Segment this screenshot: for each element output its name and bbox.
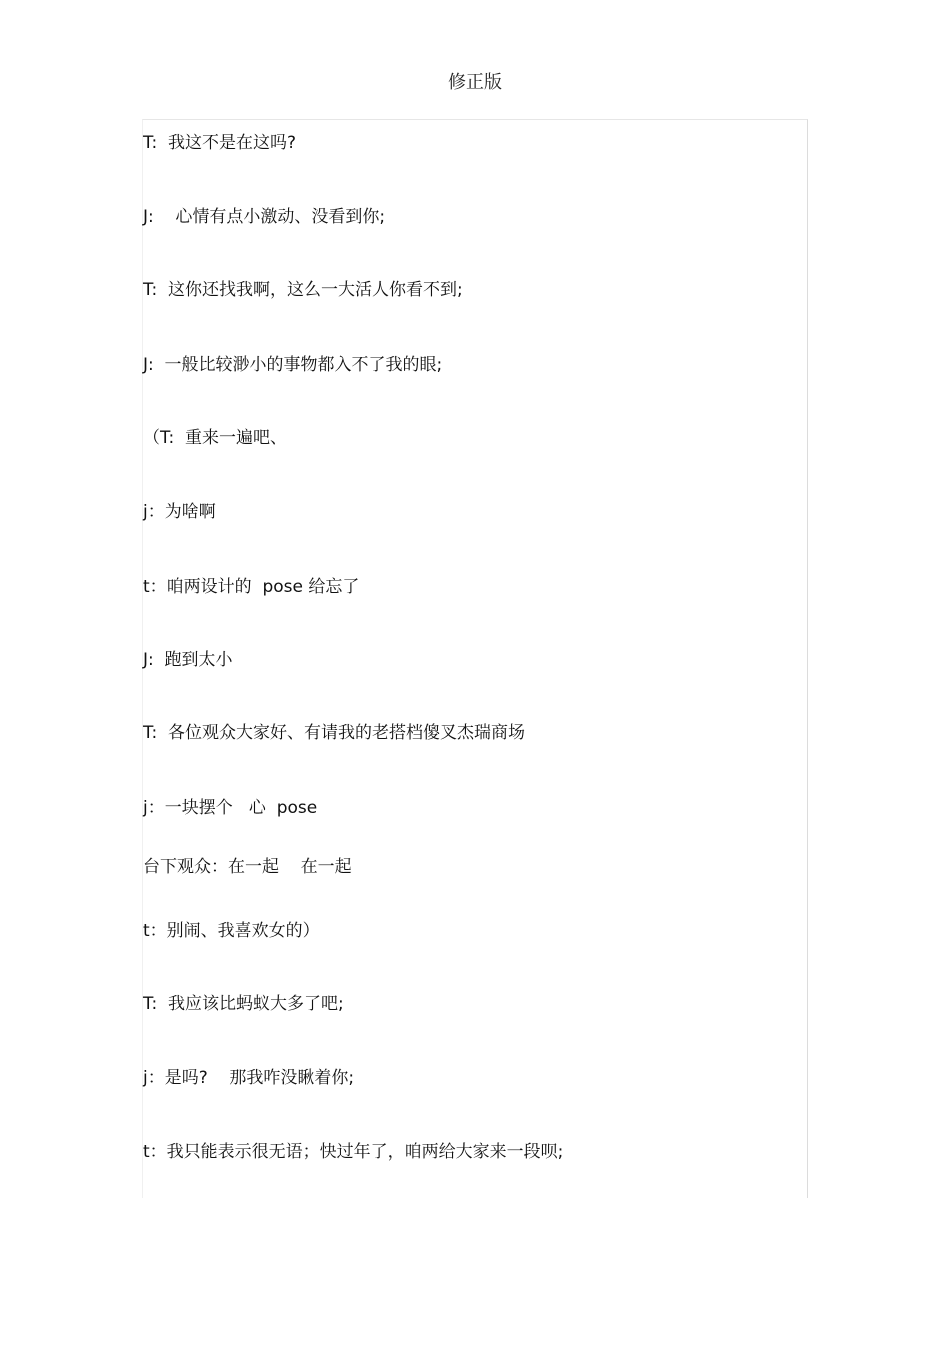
dialogue-line: j：为啥啊 — [143, 502, 216, 522]
dialogue-line: 台下观众：在一起 在一起 — [143, 857, 352, 877]
dialogue-line: T: 我应该比蚂蚁大多了吧; — [143, 994, 344, 1014]
dialogue-line: T: 这你还找我啊，这么一大活人你看不到; — [143, 280, 463, 300]
dialogue-line: J: 跑到太小 — [143, 650, 233, 670]
dialogue-line: T: 我这不是在这吗? — [143, 133, 297, 153]
dialogue-line: t：我只能表示很无语；快过年了，咱两给大家来一段呗; — [143, 1142, 564, 1162]
dialogue-line: j：是吗? 那我咋没瞅着你; — [143, 1068, 355, 1088]
page-title: 修正版 — [448, 72, 502, 93]
dialogue-line: T: 各位观众大家好、有请我的老搭档傻叉杰瑞商场 — [143, 723, 526, 743]
dialogue-line: J: 一般比较渺小的事物都入不了我的眼; — [143, 355, 443, 375]
dialogue-line: （T: 重来一遍吧、 — [143, 428, 288, 448]
dialogue-line: t：咱两设计的 pose 给忘了 — [143, 577, 360, 597]
dialogue-line: J: 心情有点小激动、没看到你; — [143, 207, 386, 227]
dialogue-line: j：一块摆个 心 pose — [143, 798, 318, 818]
dialogue-line: t：别闹、我喜欢女的） — [143, 921, 320, 941]
